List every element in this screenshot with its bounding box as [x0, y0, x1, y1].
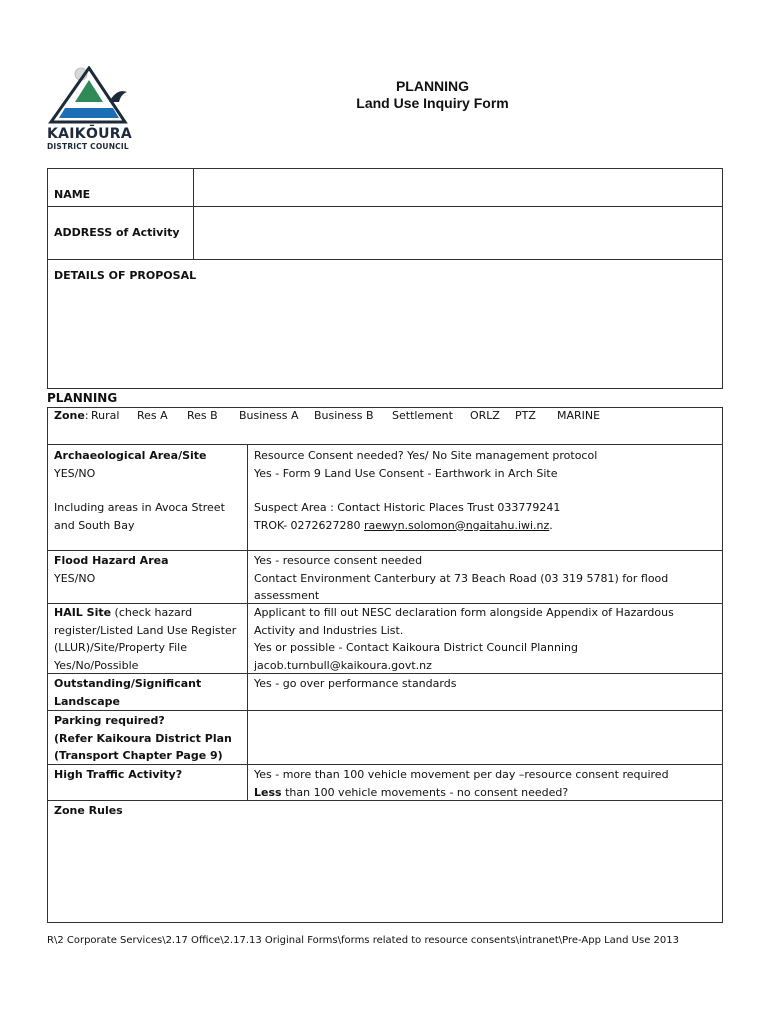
arch-left [54, 447, 244, 534]
arch-note-1: Resource Consent needed? Yes/ No Site management protocol [254, 449, 598, 462]
flood-right [254, 552, 720, 605]
zone-option-rural[interactable]: Rural [91, 409, 120, 422]
flood-note-3: assessment [254, 589, 320, 602]
arch-yes-no[interactable]: YES/NO [54, 466, 96, 480]
address-label: ADDRESS of Activity [54, 226, 180, 239]
zone-option-orlz[interactable]: ORLZ [470, 409, 500, 422]
arch-email-link[interactable]: raewyn.solomon@ngaitahu.iwi.nz [364, 518, 550, 532]
zone-option-marine[interactable]: MARINE [557, 409, 601, 422]
hail-line-2: register/Listed Land Use Register [54, 623, 237, 637]
arch-note-3: Suspect Area : Contact Historic Places Trust 033779241 [254, 501, 561, 514]
planning-heading: PLANNING [47, 391, 118, 405]
zone-option-ptz[interactable]: PTZ [515, 409, 536, 422]
footer-path: R\2 Corporate Services\2.17 Office\2.17.13 Original Forms\forms related to resource consents\intranet\Pre-App Land Use 2013 [47, 935, 679, 946]
flood-yes-no[interactable]: YES/NO [54, 571, 96, 585]
parking-field[interactable] [248, 711, 722, 764]
arch-extra-2: and South Bay [54, 518, 135, 532]
hail-note-2: Activity and Industries List. [254, 623, 404, 637]
zone-rules-field[interactable] [48, 820, 722, 922]
landscape-line-2: Landscape [54, 694, 120, 708]
page-title [330, 78, 535, 112]
form-subtitle: Land Use Inquiry Form [356, 95, 509, 111]
zone-option-res-b[interactable]: Res B [187, 409, 218, 422]
divider [47, 550, 723, 551]
landscape-right [254, 675, 720, 693]
council-logo [47, 66, 137, 151]
logo-subtitle: DISTRICT COUNCIL [47, 142, 129, 151]
hail-note-1: Applicant to fill out NESC declaration form alongside Appendix of Hazardous [254, 606, 674, 619]
arch-extra-1: Including areas in Avoca Street [54, 501, 225, 514]
zone-option-settlement[interactable]: Settlement [392, 409, 453, 422]
traffic-left [54, 766, 244, 784]
hail-line-3: (LLUR)/Site/Property File [54, 641, 187, 654]
parking-line-2: (Refer Kaikoura District Plan [54, 731, 232, 745]
logo-name: KAIKŌURA [47, 126, 133, 142]
arch-note-4 [254, 517, 720, 535]
traffic-note-2: than 100 vehicle movements - no consent needed? [281, 785, 569, 799]
arch-trok-text: TROK- 0272627280 [254, 518, 365, 532]
flood-note-2: Contact Environment Canterbury at 73 Beach Road (03 319 5781) for flood [254, 571, 669, 585]
landscape-line-1: Outstanding/Significant [54, 677, 202, 690]
zone-rules-label: Zone Rules [54, 804, 123, 817]
divider [47, 444, 723, 445]
hail-yes-no-possible[interactable]: Yes/No/Possible [54, 658, 139, 672]
landscape-note: Yes - go over performance standards [254, 677, 457, 690]
flood-left [54, 552, 244, 587]
parking-left [54, 712, 244, 765]
hail-note-3: Yes or possible - Contact Kaikoura District Council Planning [254, 641, 578, 654]
name-label: NAME [54, 188, 91, 201]
flood-note-1: Yes - resource consent needed [254, 554, 423, 567]
arch-right [254, 447, 720, 534]
arch-note-2: Yes - Form 9 Land Use Consent - Earthwork in Arch Site [254, 466, 558, 480]
traffic-right [254, 766, 720, 801]
address-field[interactable] [194, 207, 722, 259]
arch-title: Archaeological Area/Site [54, 449, 207, 462]
flood-title: Flood Hazard Area [54, 554, 169, 567]
hail-email[interactable]: jacob.turnbull@kaikoura.govt.nz [254, 658, 432, 672]
zone-label: Zone: [54, 409, 89, 422]
zone-option-res-a[interactable]: Res A [137, 409, 168, 422]
traffic-note-1: Yes - more than 100 vehicle movement per day –resource consent required [254, 768, 669, 781]
form-title: PLANNING [395, 78, 470, 94]
divider [47, 259, 723, 260]
arch-period: . [549, 518, 553, 532]
hail-line-1: (check hazard [111, 606, 193, 619]
details-field[interactable] [48, 285, 722, 388]
details-label: DETAILS OF PROPOSAL [54, 269, 197, 282]
parking-line-1: Parking required? [54, 714, 165, 727]
traffic-line-1: High Traffic Activity? [54, 768, 183, 781]
traffic-less: Less [254, 785, 282, 799]
mountain-whale-icon [47, 66, 129, 124]
landscape-left [54, 675, 244, 710]
hail-left [54, 604, 246, 674]
zone-option-business-a[interactable]: Business A [239, 409, 299, 422]
zone-option-business-b[interactable]: Business B [314, 409, 374, 422]
hail-title: HAIL Site [54, 606, 112, 619]
hail-right [254, 604, 720, 674]
name-field[interactable] [194, 169, 722, 206]
parking-line-3: (Transport Chapter Page 9) [54, 749, 223, 762]
